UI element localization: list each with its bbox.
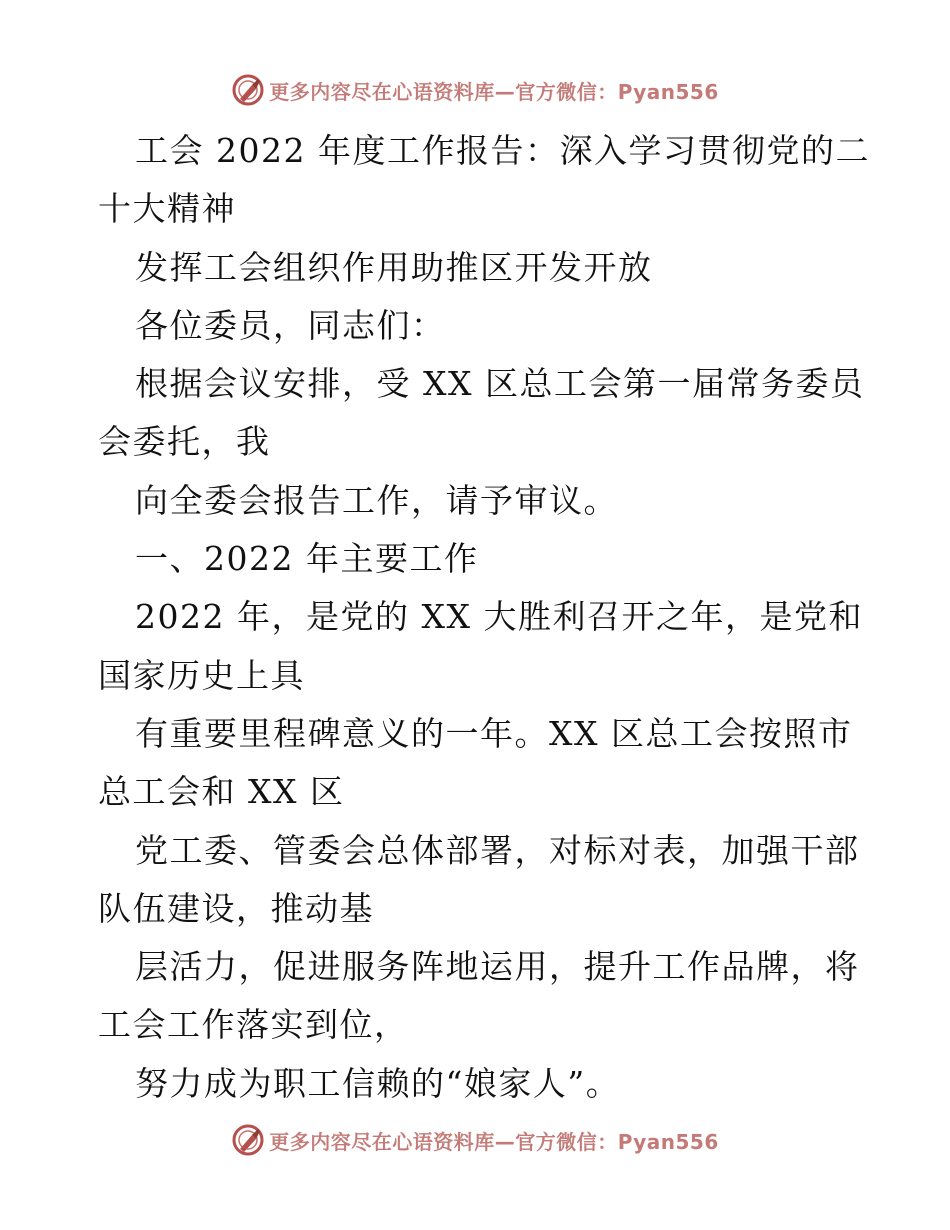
text-line: 工会 2022 年度工作报告：深入学习贯彻党的二 (135, 131, 870, 170)
text-line: 一、2022 年主要工作 (135, 539, 479, 579)
watermark-text: 更多内容尽在心语资料库—官方微信：Pyan556 (269, 79, 719, 104)
text-line: 有重要里程碑意义的一年。XX 区总工会按照市 (135, 713, 853, 753)
pen-nib-logo-icon (231, 1123, 265, 1157)
footer-watermark (0, 1120, 950, 1160)
watermark-text: 更多内容尽在心语资料库—官方微信：Pyan556 (269, 1129, 719, 1154)
text-line: 国家历史上具 (98, 655, 305, 695)
text-line: 根据会议安排，受 XX 区总工会第一届常务委员 (135, 364, 865, 404)
pen-nib-logo-icon (231, 73, 265, 107)
header-watermark (0, 70, 950, 110)
document-body (98, 122, 870, 1113)
text-line: 总工会和 XX 区 (98, 772, 345, 812)
text-line: 会委托，我 (98, 422, 271, 462)
text-line: 2022 年，是党的 XX 大胜利召开之年，是党和 (135, 597, 863, 637)
text-line: 各位委员，同志们： (135, 305, 446, 345)
text-line: 发挥工会组织作用助推区开发开放 (135, 247, 653, 287)
text-line: 向全委会报告工作，请予审议。 (135, 480, 618, 520)
text-line: 工会工作落实到位， (98, 1005, 409, 1045)
text-line: 层活力，促进服务阵地运用，提升工作品牌，将 (135, 947, 860, 987)
text-line: 队伍建设，推动基 (98, 888, 374, 928)
text-line: 党工委、管委会总体部署，对标对表，加强干部 (135, 830, 860, 870)
text-line: 十大精神 (98, 189, 236, 229)
text-line: 努力成为职工信赖的“娘家人”。 (135, 1063, 621, 1103)
